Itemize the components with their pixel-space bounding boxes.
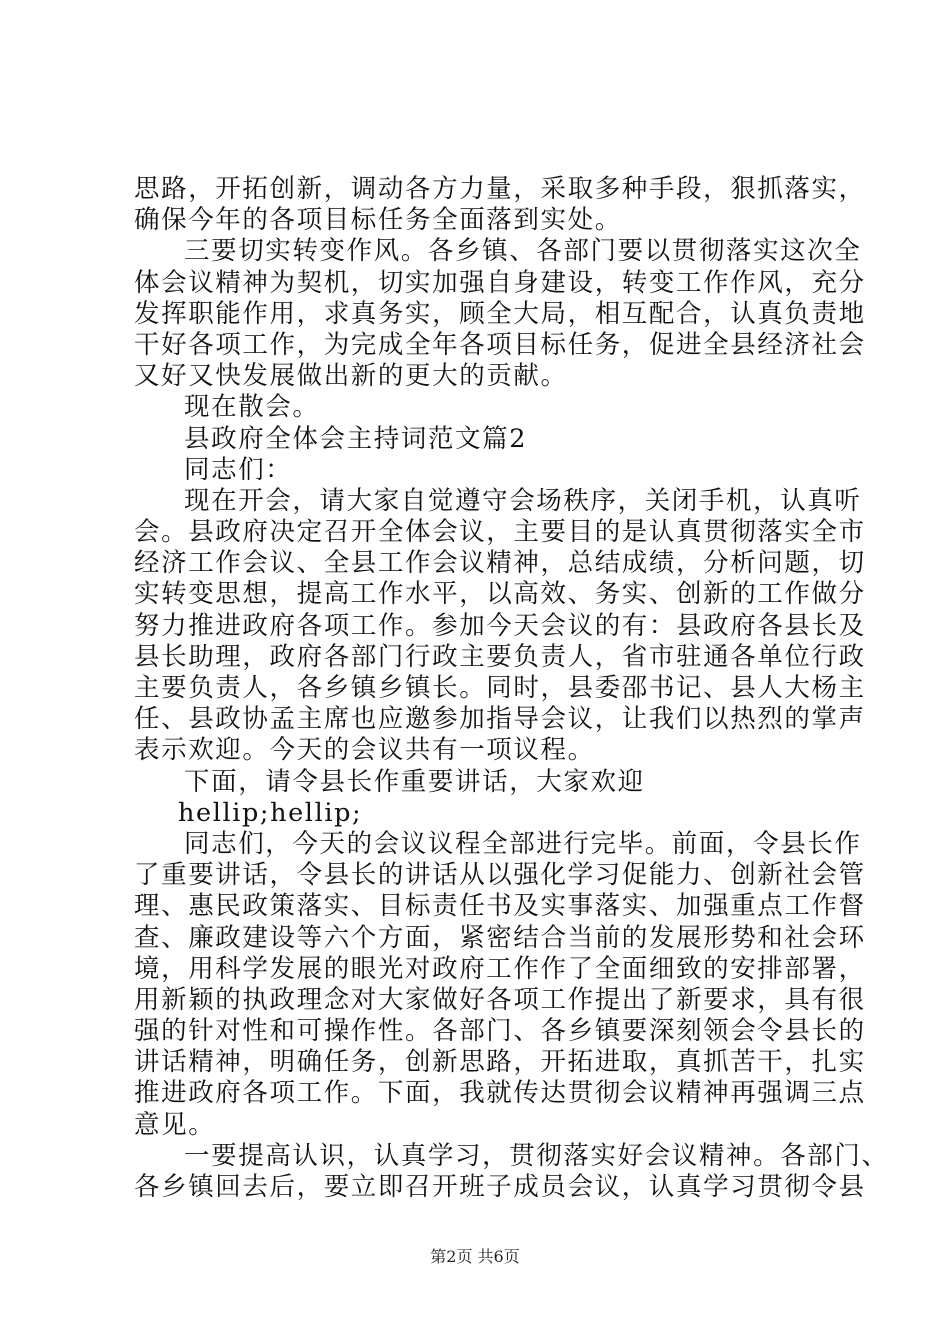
- document-body: [134, 174, 889, 1203]
- text-line: 理、惠民政策落实、目标责任书及实事落实、加强重点工作督: [134, 891, 866, 922]
- text-line: 强的针对性和可操作性。各部门、各乡镇要深刻领会令县长的: [134, 1016, 866, 1047]
- text-line: 任、县政协孟主席也应邀参加指导会议，让我们以热烈的掌声: [134, 704, 866, 735]
- text-line: 确保今年的各项目标任务全面落到实处。: [134, 205, 622, 236]
- text-line: 表示欢迎。今天的会议共有一项议程。: [134, 735, 595, 766]
- text-line: 又好又快发展做出新的更大的贡献。: [134, 361, 568, 392]
- text-line: 现在散会。: [184, 392, 320, 423]
- text-line: 三要切实转变作风。各乡镇、各部门要以贯彻落实这次全: [184, 236, 862, 267]
- text-line: 意见。: [134, 1109, 216, 1140]
- text-line: 推进政府各项工作。下面，我就传达贯彻会议精神再强调三点: [134, 1078, 866, 1109]
- text-line: 用新颖的执政理念对大家做好各项工作提出了新要求，具有很: [134, 984, 866, 1015]
- text-line: 会。县政府决定召开全体会议，主要目的是认真贯彻落实全市: [134, 517, 866, 548]
- text-line: 体会议精神为契机，切实加强自身建设，转变工作作风，充分: [134, 267, 866, 298]
- section-heading: 县政府全体会主持词范文篇2: [184, 423, 528, 454]
- text-line: 现在开会，请大家自觉遵守会场秩序，关闭手机，认真听: [184, 485, 862, 516]
- text-line: 实转变思想，提高工作水平，以高效、务实、创新的工作做分: [134, 579, 866, 610]
- text-line: hellip;hellip;: [178, 797, 363, 828]
- text-line: 思路，开拓创新，调动各方力量，采取多种手段，狠抓落实，: [134, 174, 866, 204]
- text-line: 讲话精神，明确任务，创新思路，开拓进取，真抓苦干，扎实: [134, 1047, 866, 1078]
- text-line: 一要提高认识，认真学习，贯彻落实好会议精神。各部门、: [184, 1140, 889, 1171]
- text-line: 了重要讲话，令县长的讲话从以强化学习促能力、创新社会管: [134, 860, 866, 891]
- text-line: 努力推进政府各项工作。参加今天会议的有：县政府各县长及: [134, 610, 866, 641]
- text-line: 各乡镇回去后，要立即召开班子成员会议，认真学习贯彻令县: [134, 1172, 866, 1202]
- text-line: 干好各项工作，为完成全年各项目标任务，促进全县经济社会: [134, 329, 866, 360]
- text-line: 查、廉政建设等六个方面，紧密结合当前的发展形势和社会环: [134, 922, 866, 953]
- text-line: 同志们，今天的会议议程全部进行完毕。前面，令县长作: [184, 828, 862, 859]
- text-line: 境，用科学发展的眼光对政府工作作了全面细致的安排部署，: [134, 953, 866, 984]
- page-footer: 第2页 共6页: [430, 1247, 520, 1266]
- salutation: 同志们：: [184, 454, 293, 485]
- text-line: 主要负责人，各乡镇乡镇长。同时，县委邵书记、县人大杨主: [134, 673, 866, 703]
- text-line: 县长助理，政府各部门行政主要负责人，省市驻通各单位行政: [134, 641, 866, 672]
- text-line: 下面，请令县长作重要讲话，大家欢迎: [184, 766, 645, 797]
- text-line: 发挥职能作用，求真务实，顾全大局，相互配合，认真负责地: [134, 298, 866, 329]
- text-line: 经济工作会议、全县工作会议精神，总结成绩，分析问题，切: [134, 548, 866, 579]
